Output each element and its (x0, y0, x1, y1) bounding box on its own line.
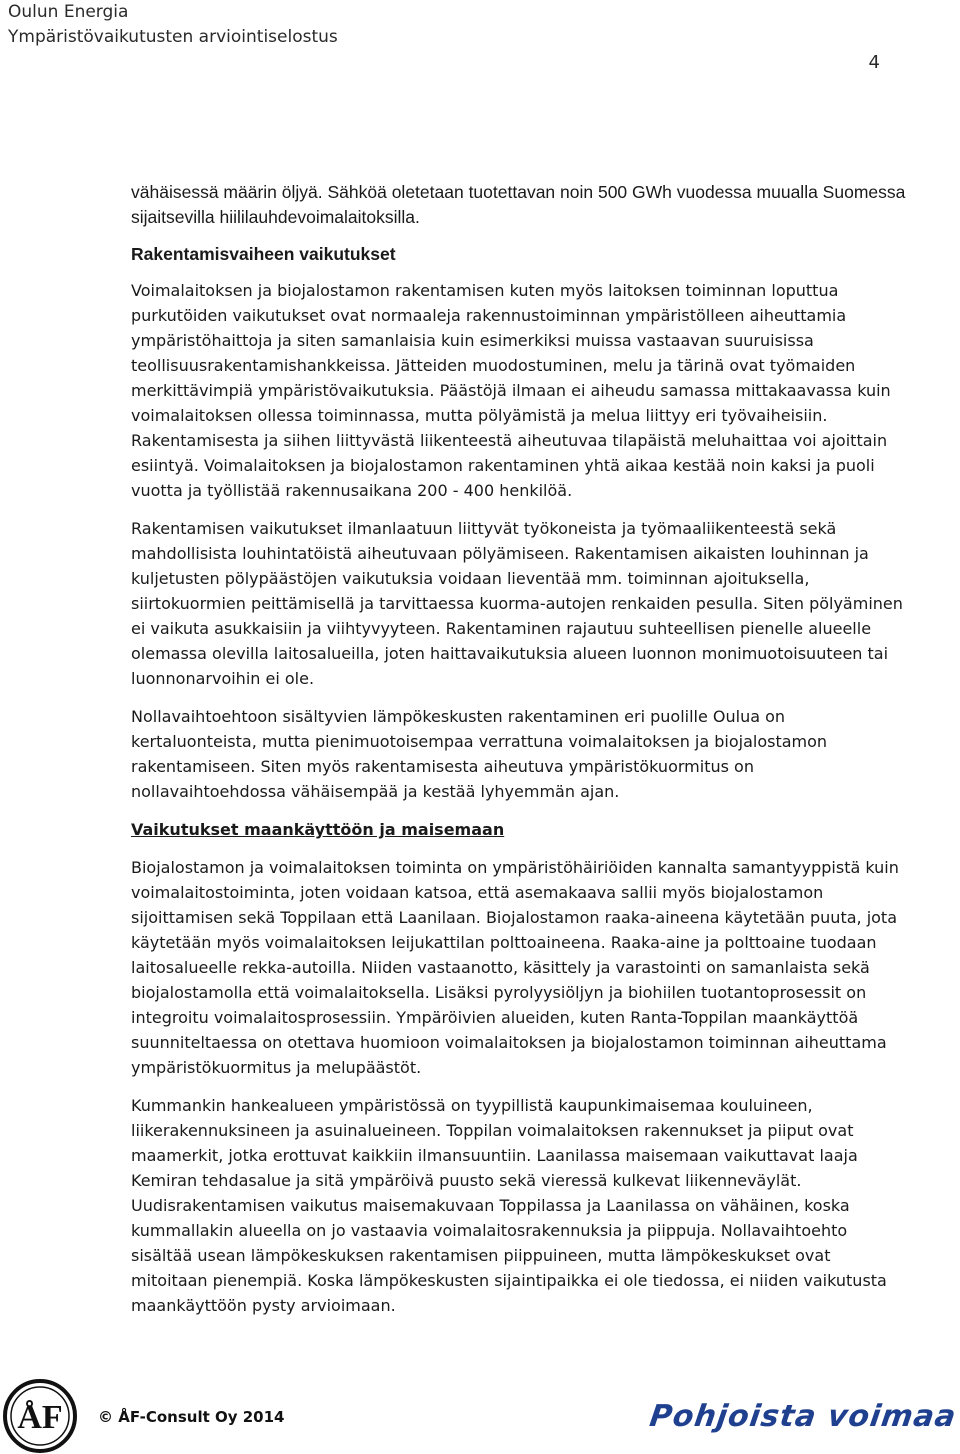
document-body (131, 180, 911, 1318)
intro-paragraph: vähäisessä määrin öljyä. Sähköä oletetaan tuotettavan noin 500 GWh vuodessa muualla Suomessa sijaitsevilla hiililauhdevoimalaitoksilla. (131, 182, 906, 227)
page-header (8, 0, 338, 50)
paragraph-zero-alternative: Nollavaihtoehtoon sisältyvien lämpökeskusten rakentaminen eri puolille Oulua on kertaluonteista, mutta pienimuotoisempaa verrattuna voimalaitoksen ja biojalostamon rakentamiseen. Siten myös rakentamisesta aiheutuva ympäristökuormitus on nollavaihtoehdossa vähäisempää ja kestää lyhyemmän ajan. (131, 707, 828, 801)
heading-construction-impacts: Rakentamisvaiheen vaikutukset (131, 244, 396, 264)
brand-slogan: Pohjoista voimaa (647, 1399, 959, 1434)
paragraph-air-quality: Rakentamisen vaikutukset ilmanlaatuun liittyvät työkoneista ja työmaaliikenteestä sekä mahdollisista louhintatöistä aiheutuvaan pölyämiseen. Rakentamisen aikaisten louhinnan ja kuljetusten pölypäästöjen vaikutuksia voidaan lieventää mm. toiminnan ajoituksella, siirtokuormien peittämisellä ja tarvittaessa kuorma-autojen renkaiden pesulla. Siten pölyäminen ei vaikuta asukkaisiin ja viihtyvyyteen. Rakentaminen rajautuu suhteellisen pienelle alueelle olemassa olevilla laitosalueilla, joten haittavaikutuksia alueen luonnon monimuotoisuuteen tai luonnonarvoihin ei ole. (131, 519, 903, 688)
heading-land-use-landscape: Vaikutukset maankäyttöön ja maisemaan (131, 820, 505, 839)
report-title: Ympäristövaikutusten arviointiselostus (8, 27, 338, 47)
page-number: 4 (868, 52, 880, 73)
copyright-text: © ÅF-Consult Oy 2014 (98, 1408, 285, 1426)
af-logo (2, 1378, 78, 1454)
paragraph-land-use: Biojalostamon ja voimalaitoksen toiminta on ympäristöhäiriöiden kannalta samantyyppistä kuin voimalaitostoiminta, joten voidaan katsoa, että asemakaava sallii myös biojalostamon sijoittamisen sekä Toppilaan että Laanilaan. Biojalostamon raaka-aineena käytetään puuta, jota käytetään myös voimalaitoksen leijukattilan polttoaineena. Raaka-aine ja polttoaine tuodaan laitosalueelle rekka-autoilla. Niiden vastaanotto, käsittely ja varastointi on samanlaista sekä biojalostamolla että voimalaitoksella. Lisäksi pyrolyysiöljyn ja biohiilen tuotantoprosessit on integroitu voimalaitosprosessiin. Ympäröivien alueiden, kuten Ranta-Toppilan maankäyttöä suunniteltaessa on otettava huomioon voimalaitoksen ja biojalostamon toiminnan aiheuttama ympäristökuormitus ja melupäästöt. (131, 858, 899, 1077)
page-footer (0, 1370, 960, 1450)
paragraph-construction: Voimalaitoksen ja biojalostamon rakentamisen kuten myös laitoksen toiminnan loputtua purkutöiden vaikutukset ovat normaaleja rakennustoiminnan ympäristölleen aiheuttamia ympäristöhaittoja ja siten samanlaisia kuin esimerkiksi muissa vastaavan suuruisissa teollisuusrakentamishankkeissa. Jätteiden muodostuminen, melu ja tärinä ovat työmaiden merkittävimpiä ympäristövaikutuksia. Päästöjä ilmaan ei aiheudu samassa mittakaavassa kuin voimalaitoksen ollessa toiminnassa, mutta pölyämistä ja melua liittyy eri työvaiheisiin. Rakentamisesta ja siihen liittyvästä liikenteestä aiheutuvaa tilapäistä meluhaittaa voi ajoittain esiintyä. Voimalaitoksen ja biojalostamon rakentaminen yhtä aikaa kestää noin kaksi ja puoli vuotta ja työllistää rakennusaikana 200 - 400 henkilöä. (131, 281, 891, 500)
company-name: Oulun Energia (8, 2, 129, 22)
paragraph-landscape: Kummankin hankealueen ympäristössä on tyypillistä kaupunkimaisemaa kouluineen, liikerakennuksineen ja asuinalueineen. Toppilan voimalaitoksen rakennukset ja piiput ovat maamerkit, jotka erottuvat kaikkiin ilmansuuntiin. Laanilassa maisemaan vaikuttavat laaja Kemiran tehdasalue ja sitä ympäröivä puusto sekä vieressä kulkevat liikenneväylät. Uudisrakentamisen vaikutus maisemakuvaan Toppilassa ja Laanilassa on vähäinen, koska kummallakin alueella on jo vastaavia voimalaitosrakennuksia ja piippuja. Nollavaihtoehto sisältää usean lämpökeskuksen rakentamisen piippuineen, mutta lämpökeskukset ovat mitoitaan pienempiä. Koska lämpökeskusten sijaintipaikka ei ole tiedossa, ei niiden vaikutusta maankäyttöön pysty arvioimaan. (131, 1096, 887, 1315)
svg-text:ÅF: ÅF (17, 1399, 63, 1436)
